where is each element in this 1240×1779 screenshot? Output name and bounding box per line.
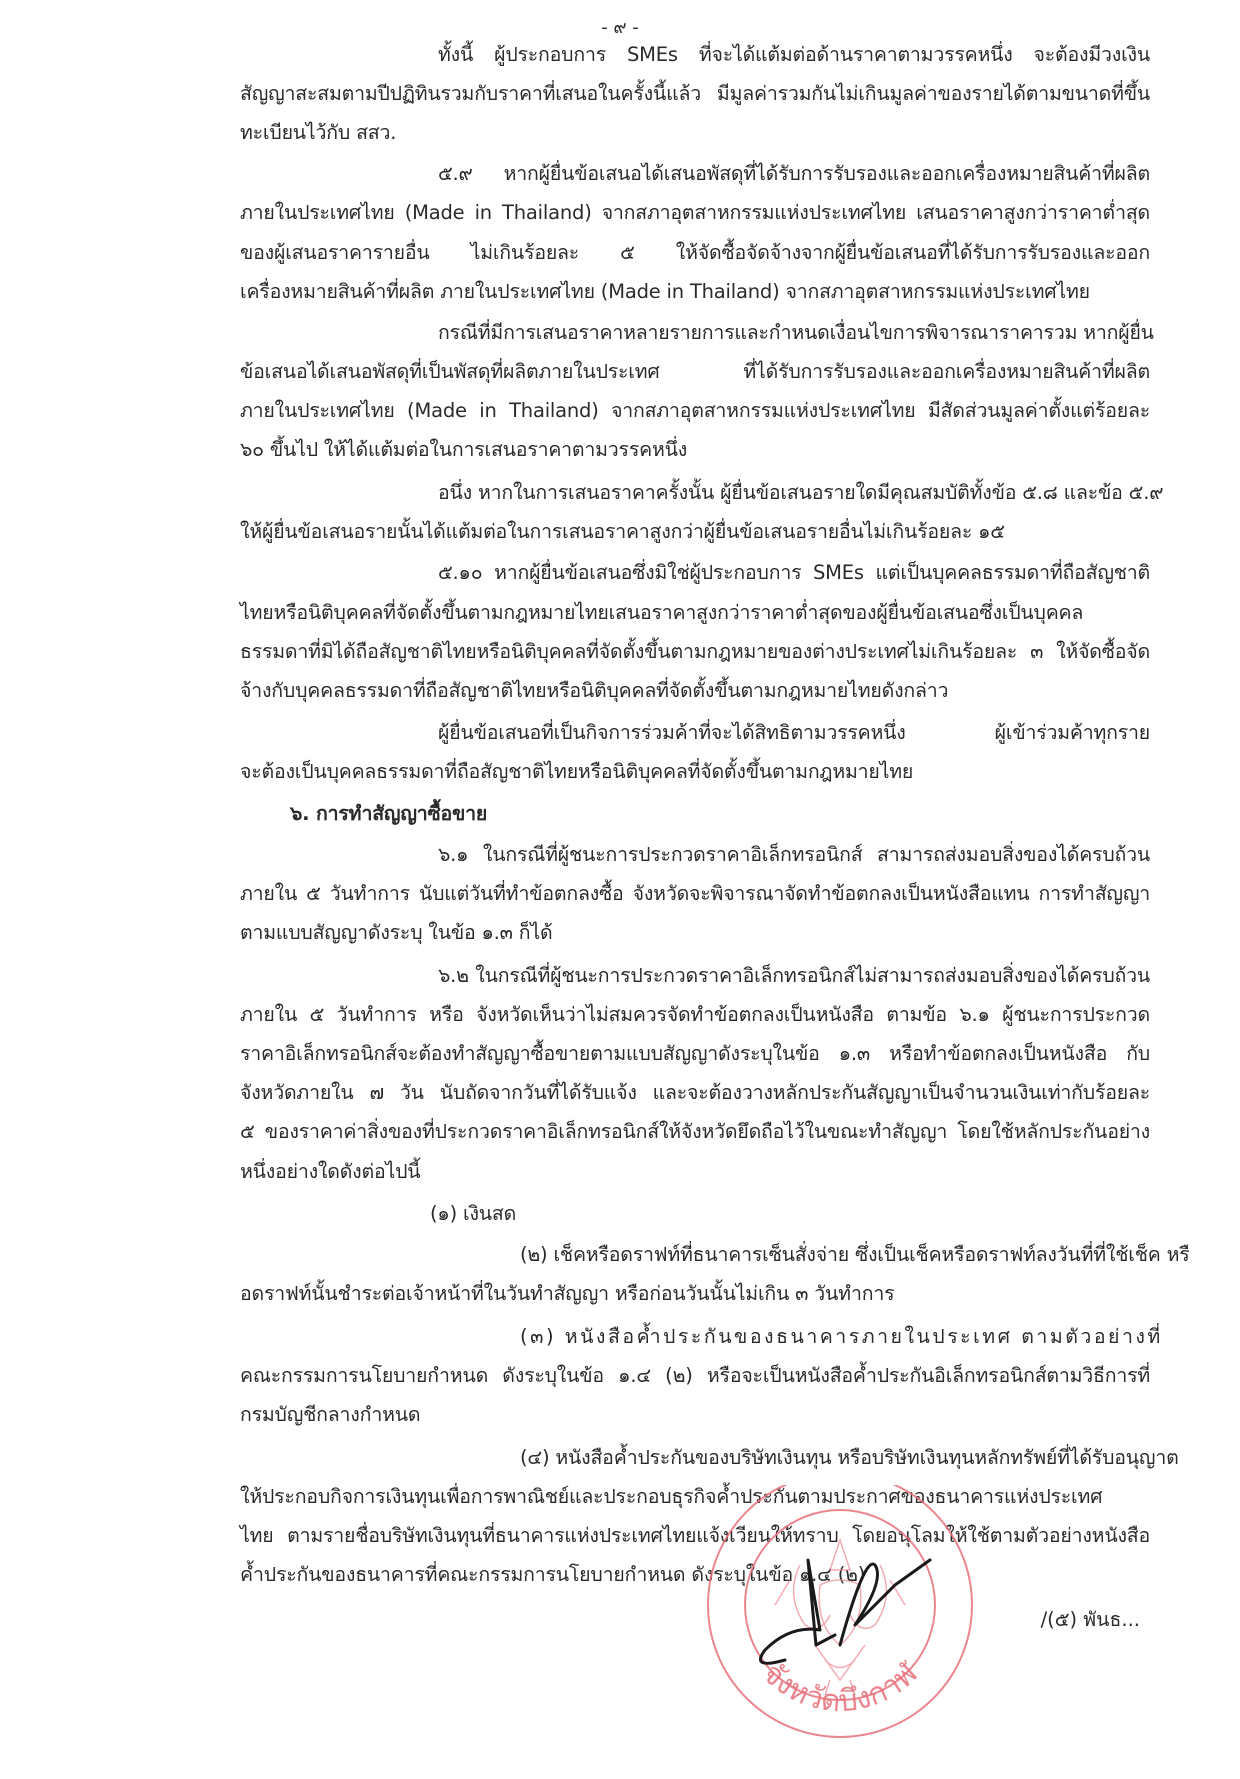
paragraph-line: จ้างกับบุคคลธรรมดาที่ถือสัญชาติไทยหรือนิติบุคคลที่จัดตั้งขึ้นตามกฎหมายไทยดังกล่าว [240, 679, 949, 702]
list-item-3: (๓) หนังสือค้ำประกันของธนาคารภายในประเทศ ตามตัวอย่างที่ [520, 1325, 1163, 1348]
paragraph-line: ให้ประกอบกิจการเงินทุนเพื่อการพาณิชย์และประกอบธุรกิจค้ำประกันตามประกาศของธนาคารแห่งประเทศ [240, 1485, 1103, 1508]
paragraph-line: ๖๐ ขึ้นไป ให้ได้แต้มต่อในการเสนอราคาตามวรรคหนึ่ง [240, 438, 688, 461]
paragraph-line: ให้ผู้ยื่นข้อเสนอรายนั้นได้แต้มต่อในการเสนอราคาสูงกว่าผู้ยื่นข้อเสนอรายอื่นไม่เกินร้อยละ ๑๕ [240, 520, 1005, 543]
continuation-marker: /(๕) พันธ... [1040, 1608, 1140, 1631]
section-6-heading: ๖. การทำสัญญาซื้อขาย [290, 802, 488, 825]
paragraph-line: ๕ ของราคาค่าสิ่งของที่ประกวดราคาอิเล็กทรอนิกส์ให้จังหวัดยึดถือไว้ในขณะทำสัญญา โดยใช้หลักประกันอย่าง [240, 1120, 1150, 1143]
official-seal [690, 1485, 990, 1775]
clause-6-1-line: ๖.๑ ในกรณีที่ผู้ชนะการประกวดราคาอิเล็กทรอนิกส์ สามารถส่งมอบสิ่งของได้ครบถ้วน [438, 843, 1150, 866]
signature-icon [690, 1485, 990, 1775]
paragraph-line: ภายในประเทศไทย (Made in Thailand) จากสภาอุตสาหกรรมแห่งประเทศไทย มีสัดส่วนมูลค่าตั้งแต่ร้อยละ [240, 399, 1150, 422]
paragraph-line: ของผู้เสนอราคารายอื่น ไม่เกินร้อยละ ๕ ให้จัดซื้อจัดจ้างจากผู้ยื่นข้อเสนอที่ได้รับการรับรองและออก [240, 241, 1150, 264]
paragraph-line: ค้ำประกันของธนาคารที่คณะกรรมการนโยบายกำหนด ดังระบุในข้อ ๑.๔ (๒) [240, 1563, 866, 1586]
paragraph-line: ไทย ตามรายชื่อบริษัทเงินทุนที่ธนาคารแห่งประเทศไทยแจ้งเวียนให้ทราบ โดยอนุโลมให้ใช้ตามตัวอย่างหนังสือ [240, 1524, 1150, 1547]
paragraph-line: ภายในประเทศไทย (Made in Thailand) จากสภาอุตสาหกรรมแห่งประเทศไทย เสนอราคาสูงกว่าราคาต่ำสุด [240, 201, 1150, 224]
paragraph-line: กรมบัญชีกลางกำหนด [240, 1403, 421, 1426]
paragraph-line: ภายใน ๕ วันทำการ นับแต่วันที่ทำข้อตกลงซื้อ จังหวัดจะพิจารณาจัดทำข้อตกลงเป็นหนังสือแทน การทำสัญญา [240, 882, 1150, 905]
paragraph-line: จังหวัดภายใน ๗ วัน นับถัดจากวันที่ได้รับแจ้ง และจะต้องวางหลักประกันสัญญาเป็นจำนวนเงินเท่ากับร้อยละ [240, 1081, 1150, 1104]
paragraph-line: สัญญาสะสมตามปีปฏิทินรวมกับราคาที่เสนอในครั้งนี้แล้ว มีมูลค่ารวมกันไม่เกินมูลค่าของรายได้ตามขนาดที่ขึ้น [240, 82, 1150, 105]
paragraph-line: หนึ่งอย่างใดดังต่อไปนี้ [240, 1160, 421, 1183]
list-item-1: (๑) เงินสด [430, 1202, 517, 1225]
paragraph-line: คณะกรรมการนโยบายกำหนด ดังระบุในข้อ ๑.๔ (๒) หรือจะเป็นหนังสือค้ำประกันอิเล็กทรอนิกส์ตามวิธีการที่ [240, 1364, 1150, 1387]
paragraph-line: ผู้ยื่นข้อเสนอที่เป็นกิจการร่วมค้าที่จะได้สิทธิตามวรรคหนึ่ง ผู้เข้าร่วมค้าทุกราย [438, 721, 1150, 744]
list-item-2: (๒) เช็คหรือดราฟท์ที่ธนาคารเซ็นสั่งจ่าย ซึ่งเป็นเช็คหรือดราฟท์ลงวันที่ที่ใช้เช็ค หรื [520, 1243, 1190, 1266]
clause-5-10-line: ๕.๑๐ หากผู้ยื่นข้อเสนอซึ่งมิใช่ผู้ประกอบการ SMEs แต่เป็นบุคคลธรรมดาที่ถือสัญชาติ [438, 561, 1150, 584]
paragraph-line: ราคาอิเล็กทรอนิกส์จะต้องทำสัญญาซื้อขายตามแบบสัญญาดังระบุในข้อ ๑.๓ หรือทำข้อตกลงเป็นหนังสือ กับ [240, 1042, 1150, 1065]
paragraph-line: อนึ่ง หากในการเสนอราคาครั้งนั้น ผู้ยื่นข้อเสนอรายใดมีคุณสมบัติทั้งข้อ ๕.๘ และข้อ ๕.๙ [438, 481, 1164, 504]
page-number: - ๙ - [601, 17, 639, 38]
paragraph-line: ทั้งนี้ ผู้ประกอบการ SMEs ที่จะได้แต้มต่อด้านราคาตามวรรคหนึ่ง จะต้องมีวงเงิน [438, 43, 1150, 66]
paragraph-line: จะต้องเป็นบุคคลธรรมดาที่ถือสัญชาติไทยหรือนิติบุคคลที่จัดตั้งขึ้นตามกฎหมายไทย [240, 760, 914, 783]
paragraph-line: เครื่องหมายสินค้าที่ผลิต ภายในประเทศไทย (Made in Thailand) จากสภาอุตสาหกรรมแห่งประเทศไทย [240, 280, 1090, 303]
paragraph-line: ภายใน ๕ วันทำการ หรือ จังหวัดเห็นว่าไม่สมควรจัดทำข้อตกลงเป็นหนังสือ ตามข้อ ๖.๑ ผู้ชนะการประกวด [240, 1003, 1150, 1026]
clause-5-9-line: ๕.๙ หากผู้ยื่นข้อเสนอได้เสนอพัสดุที่ได้รับการรับรองและออกเครื่องหมายสินค้าที่ผลิต [438, 162, 1150, 185]
list-item-4: (๔) หนังสือค้ำประกันของบริษัทเงินทุน หรือบริษัทเงินทุนหลักทรัพย์ที่ได้รับอนุญาต [520, 1446, 1179, 1469]
paragraph-line: ข้อเสนอได้เสนอพัสดุที่เป็นพัสดุที่ผลิตภายในประเทศ ที่ได้รับการรับรองและออกเครื่องหมายสินค้าที่ผลิต [240, 360, 1150, 383]
clause-6-2-line: ๖.๒ ในกรณีที่ผู้ชนะการประกวดราคาอิเล็กทรอนิกส์ไม่สามารถส่งมอบสิ่งของได้ครบถ้วน [438, 964, 1150, 987]
paragraph-line: กรณีที่มีการเสนอราคาหลายรายการและกำหนดเงื่อนไขการพิจารณาราคารวม หากผู้ยื่น [438, 321, 1154, 344]
seal-text: จังหวัดบึงกาฬ [755, 1656, 925, 1720]
paragraph-line: ธรรมดาที่มิได้ถือสัญชาติไทยหรือนิติบุคคลที่จัดตั้งขึ้นตามกฎหมายของต่างประเทศไม่เกินร้อยละ ๓ ให้จัดซื้อจัด [240, 640, 1150, 663]
paragraph-line: อดราฟท์นั้นชำระต่อเจ้าหน้าที่ในวันทำสัญญา หรือก่อนวันนั้นไม่เกิน ๓ วันทำการ [240, 1282, 895, 1305]
paragraph-line: ไทยหรือนิติบุคคลที่จัดตั้งขึ้นตามกฎหมายไทยเสนอราคาสูงกว่าราคาต่ำสุดของผู้ยื่นข้อเสนอซึ่งเป็นบุคคล [240, 601, 1084, 624]
paragraph-line: ตามแบบสัญญาดังระบุ ในข้อ ๑.๓ ก็ได้ [240, 921, 553, 944]
paragraph-line: ทะเบียนไว้กับ สสว. [240, 121, 397, 144]
